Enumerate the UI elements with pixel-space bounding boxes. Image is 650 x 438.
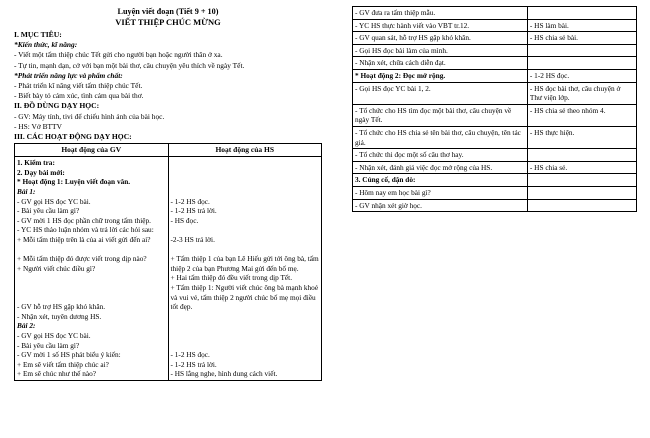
hs-activity-line: + Tấm thiệp 1 của bạn Lê Hiếu gửi tới ông bà, tấm thiệp 2 của bạn Phương Mai gửi đến bố mẹ. [170,254,319,273]
cell-gv-activity: - Nhận xét, đánh giá việc đọc mở rộng của HS. [353,161,528,174]
gv-activity-line: + Người viết chúc điều gì? [17,263,96,273]
gv-activity-line: - YC HS thảo luận nhóm và trả lời các hỏi sau: [17,225,154,235]
cell-gv-activity: - Gọi HS đọc YC bài 1, 2. [353,82,528,104]
hs-activity-line [171,177,320,187]
subsection-kien-thuc-heading: *Kiến thức, kĩ năng: [14,40,78,50]
gv-activity-line: * Hoạt động 1: Luyện viết đoạn văn. [17,177,131,187]
gv-activity-line: - Bài yêu cầu làm gì? [17,340,80,350]
do-dung-line: - HS: Vở BTTV [14,121,62,131]
hs-activity-line [171,225,320,235]
hs-activity-line: - HS lắng nghe, hình dung cách viết. [170,369,278,379]
hs-activity-line [171,187,320,197]
subsection-pham-chat-heading: *Phát triển năng lực và phẩm chất: [14,70,123,80]
gv-activity-line [17,283,166,293]
table-row [353,186,637,199]
hs-activity-line: + Tấm thiệp 1: Người viết chúc ông bà mạnh khoẻ và vui vẻ, tấm thiệp 2 người chúc bố mẹ mọi điều tốt đẹp. [170,282,319,312]
cell-hs-activity: - HS đọc bài thơ, câu chuyện ở Thư viện lớp. [527,82,636,104]
do-dung-line: - GV: Máy tính, tivi để chiếu hình ảnh của bài học. [14,111,165,121]
cell-hs-activities [168,157,322,381]
hs-activity-line: - 1-2 HS trả lời. [170,206,217,216]
hs-activity-line: - 1-2 HS trả lời. [170,359,217,369]
gv-activity-line [17,293,166,303]
gv-activity-list [17,158,166,379]
table-row [353,174,637,187]
cell-gv-activity: - Gọi HS đọc bài làm của mình. [353,44,528,57]
section-hoat-dong-heading: III. CÁC HOẠT ĐỘNG DẠY HỌC: [14,132,132,142]
cell-hs-activity: - 1-2 HS đọc. [527,69,636,82]
cell-hs-activity: - HS làm bài. [527,19,636,32]
gv-activity-line: + Em sẽ chúc như thế nào? [17,369,96,379]
cell-gv-activity: 3. Củng cố, dặn dò: [353,174,528,187]
gv-activity-line: - GV gọi HS đọc YC bài. [17,196,91,206]
cell-gv-activity: - GV nhận xét giờ học. [353,199,528,212]
lesson-activity-table-continued [352,6,637,212]
hs-activity-line [171,341,320,351]
table-row [353,19,637,32]
cell-gv-activity: * Hoạt động 2: Đọc mở rộng. [353,69,528,82]
cell-hs-activity [527,57,636,70]
gv-activity-line: 2. Dạy bài mới: [17,167,65,177]
cell-hs-activity [527,7,636,20]
gv-activity-line: + Em sẽ viết tấm thiệp chúc ai? [17,359,109,369]
hs-activity-list [171,158,320,379]
hs-activity-line [171,331,320,341]
table-row [353,57,637,70]
section-muc-tieu-heading: I. MỤC TIÊU: [14,30,62,39]
table-header-row [15,144,322,157]
lesson-activity-table [14,143,322,381]
gv-activity-line: 1. Kiểm tra: [17,158,55,168]
hs-activity-line [171,321,320,331]
cell-gv-activities [15,157,169,381]
cell-hs-activity [527,149,636,162]
gv-activity-line: - GV mời 1 HS đọc phần chữ trong tấm thiệp. [17,215,151,225]
cell-hs-activity: - HS thực hiện. [527,126,636,148]
hs-activity-line [171,245,320,255]
gv-activity-line: + Mỗi tấm thiệp đó được viết trong dịp nào? [17,254,147,264]
cell-gv-activity: - Tổ chức cho HS tìm đọc một bài thơ, câu chuyện về ngày Tết. [353,104,528,126]
table-row [353,44,637,57]
hs-activity-line: -2-3 HS trả lời. [170,234,215,244]
cell-gv-activity: - Hôm nay em học bài gì? [353,186,528,199]
table-row [353,149,637,162]
cell-hs-activity [527,44,636,57]
gv-activity-line: Bài 2: [17,321,36,331]
section-do-dung-heading: II. ĐỒ DÙNG DẠY HỌC: [14,101,100,111]
cell-gv-activity: - GV đưa ra tấm thiệp mẫu. [353,7,528,20]
hs-activity-line [171,312,320,322]
cell-hs-activity: - HS chia sẻ bài. [527,32,636,45]
table-row [353,7,637,20]
hs-activity-line: - 1-2 HS đọc. [170,350,210,360]
gv-activity-line [17,273,166,283]
cell-gv-activity: - Tổ chức thi đọc một số câu thơ hay. [353,149,528,162]
gv-activity-line: - Bài yêu cầu làm gì? [17,206,80,216]
table-row [353,126,637,148]
cell-gv-activity: - Nhận xét, chữa cách diễn đạt. [353,57,528,70]
gv-activity-line: Bài 1: [17,187,36,197]
pham-chat-line: - Phát triển kĩ năng viết tấm thiệp chúc Tết. [14,81,143,91]
cell-hs-activity: - HS chia sẻ theo nhóm 4. [527,104,636,126]
pham-chat-line: - Biết bày tỏ cảm xúc, tình cảm qua bài thơ. [14,91,144,101]
column-header-hs: Hoạt động của HS [168,144,322,157]
table-row [353,161,637,174]
hs-activity-line [171,168,320,178]
gv-activity-line: - GV gọi HS đọc YC bài. [17,330,91,340]
cell-gv-activity: - GV quan sát, hỗ trợ HS gặp khó khăn. [353,32,528,45]
cell-gv-activity: - YC HS thực hành viết vào VBT tr.12. [353,19,528,32]
cell-hs-activity: - HS chia sẻ. [527,161,636,174]
cell-hs-activity [527,174,636,187]
hs-activity-line: - HS đọc. [170,215,199,225]
right-column [352,6,637,212]
hs-activity-line: + Hai tấm thiệp đó đều viết trong dịp Tết. [170,273,293,283]
cell-gv-activity: - Tổ chức cho HS chia sẻ tên bài thơ, câu chuyện, tên tác giả. [353,126,528,148]
table-row [353,82,637,104]
cell-hs-activity [527,199,636,212]
kien-thuc-line: - Tự tin, mạnh dạn, cở với bạn một bài thơ, câu chuyện yêu thích về ngày Tết. [14,60,245,70]
gv-activity-line: - Nhận xét, tuyên dương HS. [17,311,102,321]
column-header-gv: Hoạt động của GV [15,144,169,157]
left-column [14,6,322,381]
gv-activity-line: - GV mời 1 số HS phát biểu ý kiến: [17,350,121,360]
gv-activity-line: - GV hỗ trợ HS gặp khó khăn. [17,302,106,312]
table-row [15,157,322,381]
document-title: Luyện viết đoạn (Tiết 9 + 10) [117,7,219,16]
table-row [353,32,637,45]
hs-activity-line [171,158,320,168]
gv-activity-line: + Mỗi tấm thiệp trên là của ai viết gửi đến ai? [17,234,151,244]
table-row [353,104,637,126]
cell-hs-activity [527,186,636,199]
gv-activity-line [17,245,166,255]
hs-activity-line: - 1-2 HS đọc. [170,196,210,206]
table-row [353,69,637,82]
table-row [353,199,637,212]
document-subtitle: VIẾT THIỆP CHÚC MỪNG [115,17,221,27]
kien-thuc-line: - Viết một tấm thiệp chúc Tết gửi cho người bạn hoặc người thân ở xa. [14,50,223,60]
